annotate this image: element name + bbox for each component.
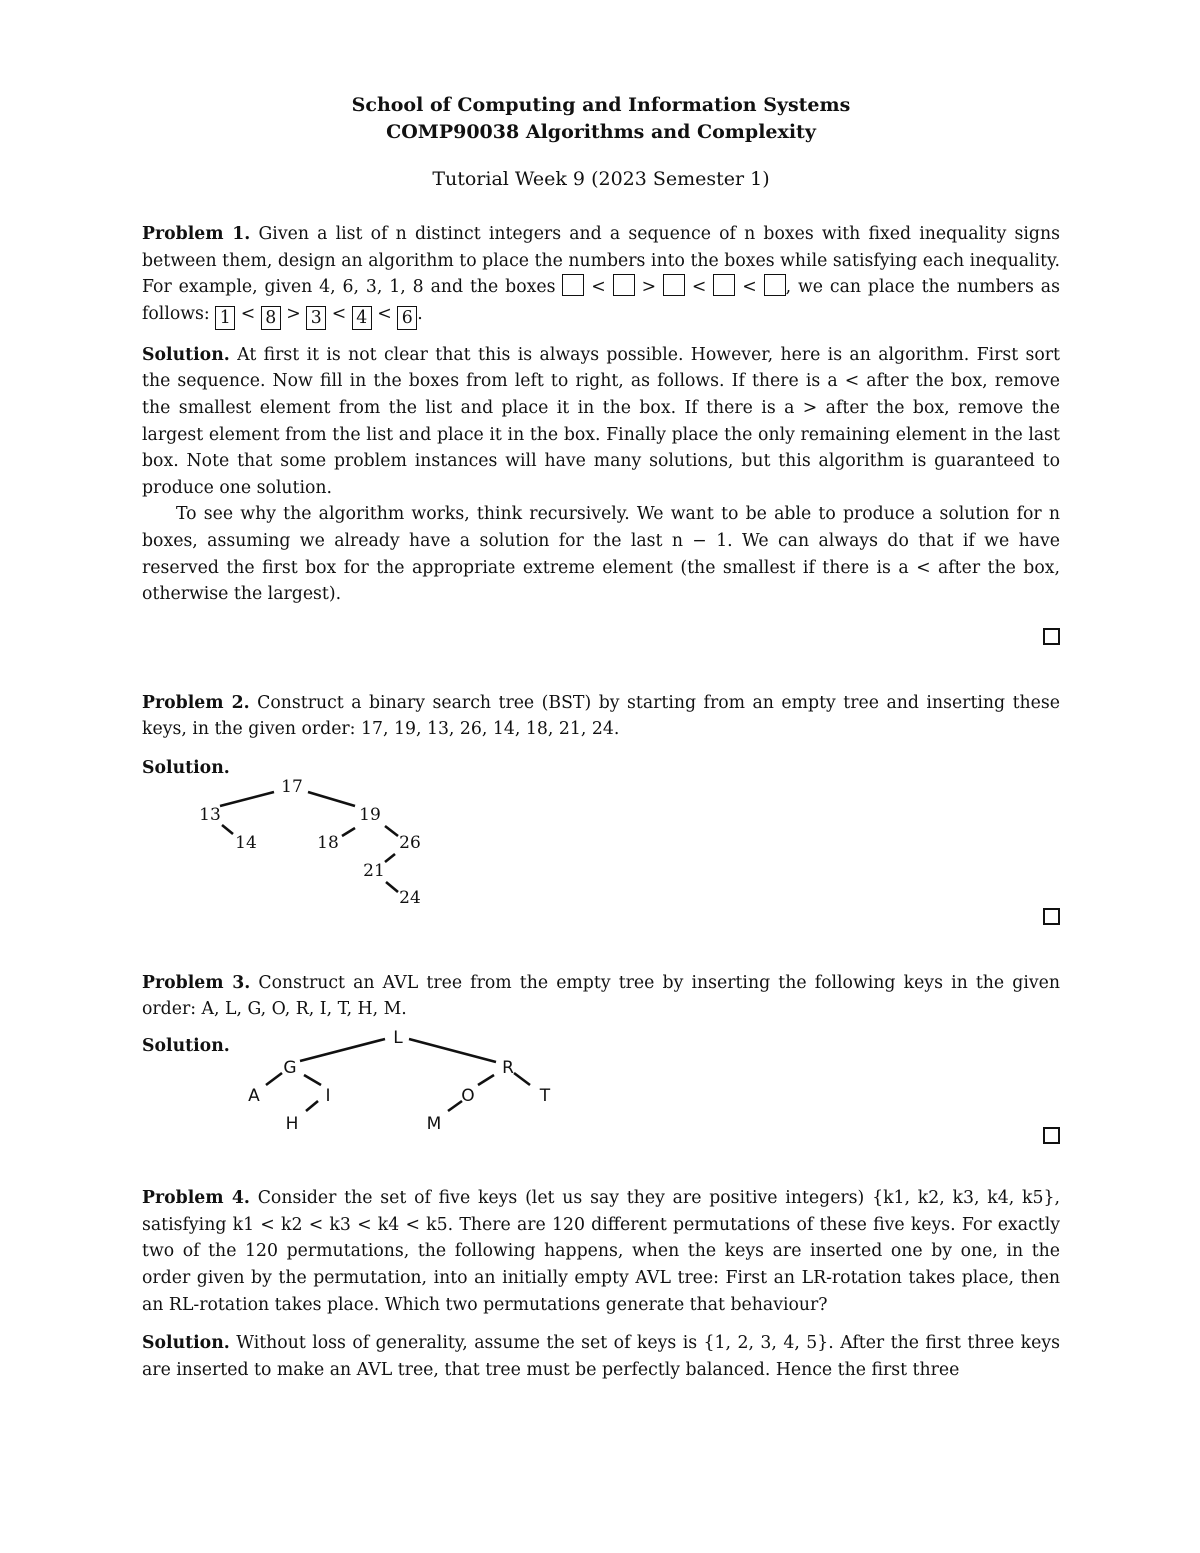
filled-sign: < <box>240 303 256 324</box>
bst-diagram <box>142 776 1060 918</box>
school-title: School of Computing and Information Systems <box>351 94 851 116</box>
bst-svg <box>142 776 462 918</box>
bst-edge <box>386 882 398 892</box>
avl-node-M: M <box>426 1114 442 1135</box>
empty-sign: < <box>691 277 707 298</box>
bst-node-18: 18 <box>317 832 339 853</box>
qed-mark <box>142 1127 1060 1147</box>
problem-1-solution <box>142 342 1060 502</box>
qed-box-icon <box>1043 1127 1060 1144</box>
empty-box <box>613 274 635 296</box>
problem-4-label: Problem 4. <box>142 1188 250 1209</box>
empty-box <box>713 274 735 296</box>
empty-sign: > <box>641 277 657 298</box>
bst-edge <box>385 854 395 862</box>
avl-edge <box>409 1039 496 1062</box>
avl-edge <box>306 1101 318 1111</box>
avl-node-G: G <box>283 1058 297 1079</box>
bst-node-17: 17 <box>281 776 303 797</box>
avl-node-L: L <box>393 1028 403 1049</box>
problem-2-text: Construct a binary search tree (BST) by starting from an empty tree and inserting these keys, in the given order: 17, 19, 13, 26, 14, 18, 21, 24. <box>142 692 1060 740</box>
problem-3-text: Construct an AVL tree from the empty tree by inserting the following keys in the given order: A, L, G, O, R, I, T, H, M. <box>142 972 1060 1020</box>
bst-edge <box>308 792 355 806</box>
bst-node-21: 21 <box>363 860 385 881</box>
empty-box <box>663 274 685 296</box>
qed-mark <box>142 628 1060 648</box>
problem-2-statement <box>142 690 1060 743</box>
bst-edge <box>385 826 398 836</box>
qed-box-icon <box>1043 628 1060 645</box>
avl-edge <box>478 1075 494 1085</box>
problem-1-statement: Problem 1. Given a list of n distinct integers and a sequence of n boxes with fixed inequality signs between them, design an algorithm to place the numbers into the boxes while satisfying each inequality. For example, given 4, 6, 3, 1, 8 and the boxes < > < < , we can place the numbers as follows: 1 < 8 > 3 < 4 < 6 . <box>142 224 1060 328</box>
solution-label: Solution. <box>142 1035 230 1056</box>
filled-box: 1 <box>215 306 235 330</box>
avl-edge <box>300 1039 385 1061</box>
problem-3-statement <box>142 970 1060 1023</box>
empty-box <box>764 274 786 296</box>
avl-diagram <box>142 1028 1060 1135</box>
course-title: COMP90038 Algorithms and Complexity <box>386 121 816 143</box>
avl-edge <box>266 1073 282 1085</box>
avl-node-R: R <box>502 1058 514 1079</box>
problem-2-solution <box>142 755 1060 782</box>
problem-4-statement <box>142 1185 1060 1318</box>
problem-1-text-b: , we can place the numbers as follows: <box>142 277 1060 324</box>
filled-box: 4 <box>352 306 372 330</box>
problem-1-text-a: Given a list of n distinct integers and a sequence of n boxes with fixed inequality signs between them, design an algorithm to place the numbers into the boxes while satisfying each inequality. For example, given 4, 6, 3, 1, 8 and the boxes <box>142 224 1060 298</box>
problem-4-solution <box>142 1330 1060 1383</box>
solution-label: Solution. <box>142 344 230 365</box>
avl-edge <box>304 1075 321 1085</box>
problem-4-text: Consider the set of five keys (let us say they are positive integers) {k1, k2, k3, k4, k5}, satisfying k1 < k2 < k3 < k4 < k5. There are 120 different permutations of these five keys. For exactly two of the 120 permutations, the following happens, when the keys are inserted one by one, in the order given by the permutation, into an initially empty AVL tree: First an LR-rotation takes place, then an RL-rotation takes place. Which two permutations generate that behaviour? <box>142 1188 1060 1315</box>
filled-sign: > <box>286 303 301 324</box>
bst-edge <box>342 828 355 836</box>
problem-2-label: Problem 2. <box>142 692 250 713</box>
filled-box: 6 <box>397 306 417 330</box>
bst-node-14: 14 <box>235 832 257 853</box>
bst-node-24: 24 <box>399 887 421 908</box>
avl-node-A: A <box>248 1086 260 1107</box>
problem-1-label: Problem 1. <box>142 224 251 244</box>
bst-edge <box>222 825 233 834</box>
empty-sign: < <box>742 277 757 298</box>
avl-svg <box>142 1028 642 1135</box>
empty-sign: < <box>591 277 606 298</box>
avl-edge <box>514 1073 530 1085</box>
filled-box: 8 <box>261 306 281 330</box>
problem-4-solution-text: Without loss of generality, assume the set of keys is {1, 2, 3, 4, 5}. After the first three keys are inserted to make an AVL tree, that tree must be perfectly balanced. Hence the first three <box>142 1333 1060 1380</box>
problem-1-solution-2: To see why the algorithm works, think recursively. We want to be able to produce a solution for n boxes, assuming we already have a solution for the last n − 1. We can always do that if we have reserved the first box for the appropriate extreme element (the smallest if there is a < after the box, otherwise the largest). <box>142 504 1060 605</box>
bst-node-26: 26 <box>399 832 421 853</box>
filled-box: 3 <box>306 306 326 330</box>
problem-1-solution-text: At first it is not clear that this is always possible. However, here is an algorithm. First sort the sequence. Now fill in the boxes from left to right, as follows. If there is a < after the box, remove the smallest element from the list and place it in the box. If there is a > after the box, remove the largest element from the list and place it in the box. Finally place the only remaining element in the last box. Note that some problem instances will have many solutions, but this algorithm is guaranteed to produce one solution. <box>142 344 1060 498</box>
bst-node-13: 13 <box>199 804 221 825</box>
bst-edge <box>220 792 274 806</box>
solution-label: Solution. <box>142 757 230 778</box>
problem-3-label: Problem 3. <box>142 972 251 993</box>
bst-node-19: 19 <box>359 804 381 825</box>
filled-sign: < <box>331 303 347 324</box>
page <box>142 92 1060 1383</box>
solution-label: Solution. <box>142 1333 230 1354</box>
avl-edge <box>448 1101 462 1111</box>
empty-box <box>562 274 584 296</box>
avl-node-I: I <box>325 1086 331 1107</box>
filled-sign: < <box>377 303 392 324</box>
avl-node-H: H <box>285 1114 299 1135</box>
avl-node-O: O <box>461 1086 475 1107</box>
tutorial-title: Tutorial Week 9 (2023 Semester 1) <box>432 168 770 190</box>
avl-node-T: T <box>539 1086 551 1107</box>
